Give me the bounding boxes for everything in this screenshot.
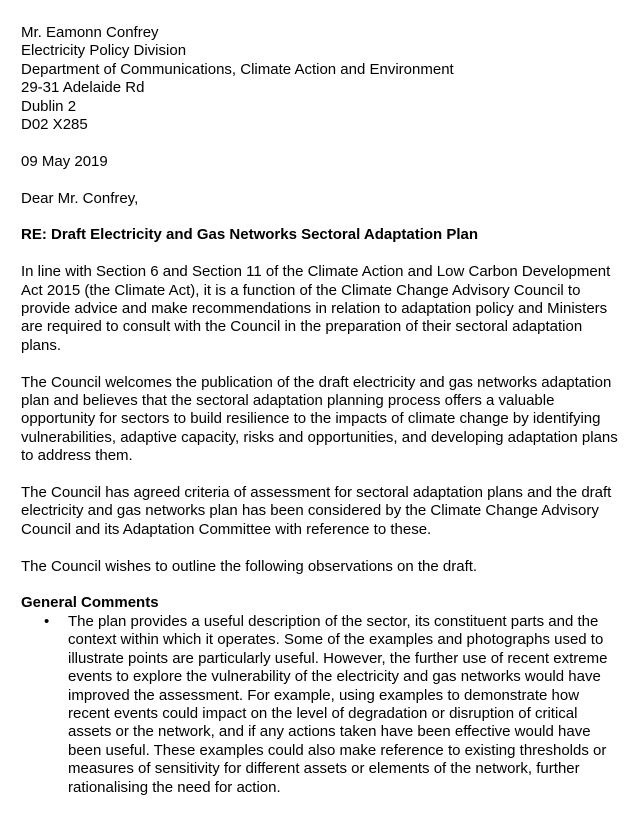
paragraph-criteria: The Council has agreed criteria of assessment for sectoral adaptation plans and the draft electricity and gas networks plan has been considered by the Climate Change Advisory Council and its Adaptation Committee with reference to these. xyxy=(21,484,612,538)
spacer xyxy=(21,539,621,557)
paragraph-welcome: The Council welcomes the publication of the draft electricity and gas networks adaptation plan and believes that the sectoral adaptation planning process offers a valuable opportunity for sectors to build resilience to the impacts of climate change by identifying vulnerabilities, adaptive capacity, risks and opportunities, and developing adaptation plans to address them. xyxy=(21,373,618,465)
salutation: Dear Mr. Confrey, xyxy=(21,189,139,207)
spacer xyxy=(21,245,621,263)
spacer xyxy=(21,576,621,594)
recipient-postcode: D02 X285 xyxy=(21,116,88,134)
recipient-name: Mr. Eamonn Confrey xyxy=(21,24,159,41)
list-item xyxy=(21,613,614,797)
bullet-icon: • xyxy=(44,612,50,630)
paragraph-observations: The Council wishes to outline the following observations on the draft. xyxy=(21,557,478,575)
spacer xyxy=(21,171,621,189)
spacer xyxy=(21,355,621,373)
general-comments-heading: General Comments xyxy=(21,594,159,612)
list-item-text: The plan provides a useful description of the sector, its constituent parts and the context within which it operates. Some of the examples and photographs used to illustrate points are particularly useful. However, the further use of recent extreme events to explore the vulnerability of the electricity and gas networks would have improved the assessment. For example, using examples to demonstrate how recent events could impact on the level of degradation or disruption of critical assets or the network, and if any actions taken have been effective would have been useful. These examples could also make reference to existing thresholds or measures of sensitivity for different assets or elements of the network, further rationalising the need for action. xyxy=(68,612,608,796)
letter-page xyxy=(21,24,621,797)
recipient-division: Electricity Policy Division xyxy=(21,42,187,60)
recipient-street: 29-31 Adelaide Rd xyxy=(21,79,145,97)
recipient-city: Dublin 2 xyxy=(21,97,77,115)
spacer xyxy=(21,134,621,152)
letter-date: 09 May 2019 xyxy=(21,152,108,170)
recipient-department: Department of Communications, Climate Action and Environment xyxy=(21,60,454,78)
paragraph-legal-basis: In line with Section 6 and Section 11 of the Climate Action and Low Carbon Development Act 2015 (the Climate Act), it is a function of the Climate Change Advisory Council to provide advice and make recommendations in relation to adaptation policy and Ministers are required to consult with the Council in the preparation of their sectoral adaptation plans. xyxy=(21,263,611,354)
subject-line: RE: Draft Electricity and Gas Networks Sectoral Adaptation Plan xyxy=(21,226,479,244)
recipient-address xyxy=(21,24,621,134)
spacer xyxy=(21,466,621,484)
general-comments-list xyxy=(21,613,621,797)
spacer xyxy=(21,208,621,226)
